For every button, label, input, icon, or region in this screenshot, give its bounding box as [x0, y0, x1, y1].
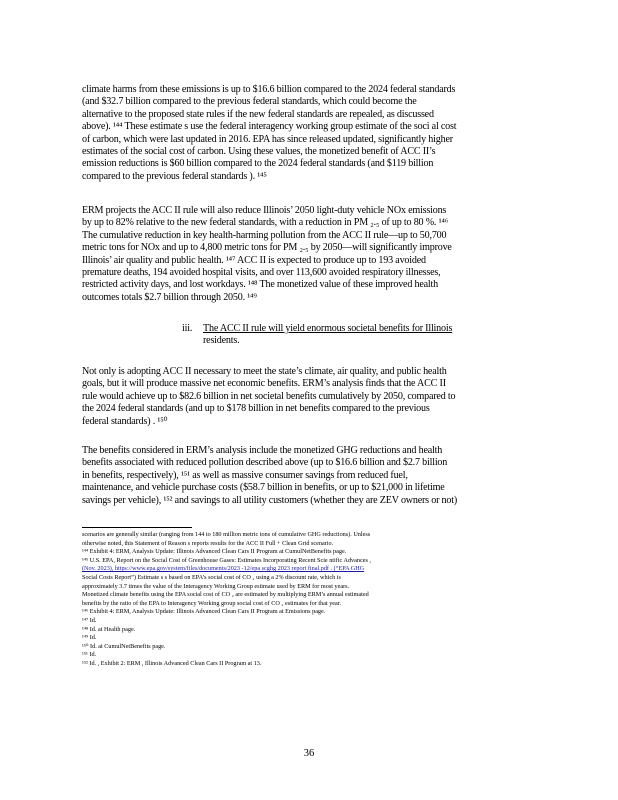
- text-line: outcomes totals $2.7 billion through 2050. ¹⁴⁹: [82, 291, 257, 303]
- footnote-line: ¹⁵² Id. , Exhibit 2: ERM , Illinois Advanced Clean Cars II Program at 13.: [82, 659, 262, 667]
- footnote-line: ¹⁵⁰ Id. at CumulNetBenefits page.: [82, 642, 166, 650]
- paragraph-net-benefits: [82, 366, 482, 428]
- text-line: rule would achieve up to $82.6 billion in net societal benefits cumulatively by 2050, compared to: [82, 390, 456, 402]
- text-line: in benefits, respectively), ¹⁵¹ as well as massive consumer savings from reduced fuel,: [82, 469, 408, 481]
- text-line: goals, but it will produce massive net economic benefits. ERM’s analysis finds that the ACC II: [82, 378, 446, 390]
- footnote-line: ¹⁴⁸ Id. at Health page.: [82, 625, 136, 633]
- text-line: maintenance, and vehicle purchase costs ($58.7 billion in benefits, or up to $21,000 in lifetime: [82, 482, 445, 494]
- footnote-line: benefits by the ratio of the EPA to Interagency Working group social cost of CO ₂ estimates for that year.: [82, 599, 342, 607]
- text-line: metric tons for NOx and up to 4,800 metric tons for PM ₂.₅ by 2050—will significantly improve: [82, 242, 452, 254]
- text-line: above). ¹⁴⁴ These estimate s use the federal interagency working group estimate of the soci al cost: [82, 121, 457, 133]
- text-line: of carbon, which were last updated in 2016. EPA has since released updated, significantly higher: [82, 133, 453, 145]
- text-line: premature deaths, 194 avoided hospital visits, and over 113,600 avoided respiratory illnesses,: [82, 267, 441, 279]
- heading-text: The ACC II rule will yield enormous societal benefits for Illinois: [203, 323, 453, 334]
- text-line: by up to 82% relative to the new federal standards, with a reduction in PM ₂.₅ of up to 80 %. ¹⁴⁶: [82, 217, 449, 229]
- heading-number: iii.: [182, 323, 193, 334]
- footnote-link-line[interactable]: (Nov. 2023), https://www.epa.gov/system/files/documents/2023 -12/epa scghg 2023 report final.pdf . (“EPA GHG: [82, 565, 365, 573]
- text-line: The cumulative reduction in key health-harming pollution from the ACC II rule—up to 50,700: [82, 229, 447, 241]
- paragraph-emissions-reduction: [82, 205, 482, 304]
- footnote-line: scenarios are generally similar (ranging from 144 to 180 million metric tons of cumulative GHG reductions). Unless: [82, 531, 371, 538]
- text-line: ERM projects the ACC II rule will also reduce Illinois’ 2050 light-duty vehicle NOx emissions: [82, 205, 447, 216]
- text-line: emission reductions is $60 billion compared to the 2024 federal standards (and $119 billion: [82, 158, 434, 170]
- footnote-line: ¹⁵¹ Id.: [82, 651, 97, 659]
- text-line: (and $32.7 billion compared to the previous federal standards, which could become the: [82, 96, 417, 108]
- text-line: estimates of the social cost of carbon. Using these values, the monetized benefit of ACC II’s: [82, 146, 436, 158]
- text-line: compared to the previous federal standards ). ¹⁴⁵: [82, 170, 267, 182]
- page-number: 36: [303, 748, 315, 759]
- footnote-line: Social Costs Report”) Estimate s s based on EPA’s social cost of CO ₂ using a 2% discount rate, which is: [82, 573, 341, 581]
- text-line: Not only is adopting ACC II necessary to meet the state’s climate, air quality, and public health: [82, 366, 447, 377]
- text-line: restricted activity days, and lost workdays. ¹⁴⁸ The monetized value of these improved health: [82, 279, 438, 291]
- footnote-separator: [82, 527, 192, 528]
- text-line: federal standards) . ¹⁵⁰: [82, 415, 168, 427]
- footnote-line: ¹⁴⁹ Id.: [82, 634, 97, 642]
- text-line: savings per vehicle), ¹⁵² and savings to all utility customers (whether they are ZEV owners or not): [82, 494, 458, 506]
- footnote-line: approximately 3.7 times the value of the Interagency Working Group estimate used by ERM for most years.: [82, 582, 350, 590]
- text-line: benefits associated with reduced pollution described above (up to $16.6 billion and $2.7 billion: [82, 457, 448, 469]
- text-line: The benefits considered in ERM’s analysis include the monetized GHG reductions and health: [82, 445, 443, 456]
- footnote-line: ¹⁴⁶ Exhibit 4: ERM, Analysis Update: Illinois Advanced Clean Cars II Program at Emissions page.: [82, 608, 326, 616]
- footnote-line: ¹⁴⁵ U.S. EPA, Report on the Social Cost of Greenhouse Gases: Estimates Incorporating Recent Scie ntific Advances ,: [82, 556, 371, 564]
- footnote-line: ¹⁴⁴ Exhibit 4: ERM, Analysis Update: Illinois Advanced Clean Cars II Program at CumulNetBenefits page.: [82, 548, 347, 556]
- text-line: alternative to the proposed state rules if the new federal standards are repealed, as discussed: [82, 108, 434, 120]
- footnote-line: ¹⁴⁷ Id.: [82, 616, 97, 624]
- paragraph-climate-benefits: [82, 84, 482, 183]
- text-line: the 2024 federal standards (and up to $178 billion in net benefits compared to the previous: [82, 403, 430, 415]
- footnotes: [82, 531, 522, 669]
- text-line: climate harms from these emissions is up to $16.6 billion compared to the 2024 federal standards: [82, 84, 456, 95]
- paragraph-benefits-considered: [82, 445, 482, 507]
- footnote-line: Monetized climate benefits using the EPA social cost of CO ₂ are estimated by multiplying ERM’s annual estimated: [82, 591, 369, 599]
- text-line: Illinois’ air quality and public health. ¹⁴⁷ ACC II is expected to produce up to 193 avoided: [82, 254, 426, 266]
- footnote-line: otherwise noted, this Statement of Reason s reports results for the ACC II Full + Clean Grid scenario.: [82, 539, 334, 547]
- heading-text-continued: residents.: [203, 335, 240, 347]
